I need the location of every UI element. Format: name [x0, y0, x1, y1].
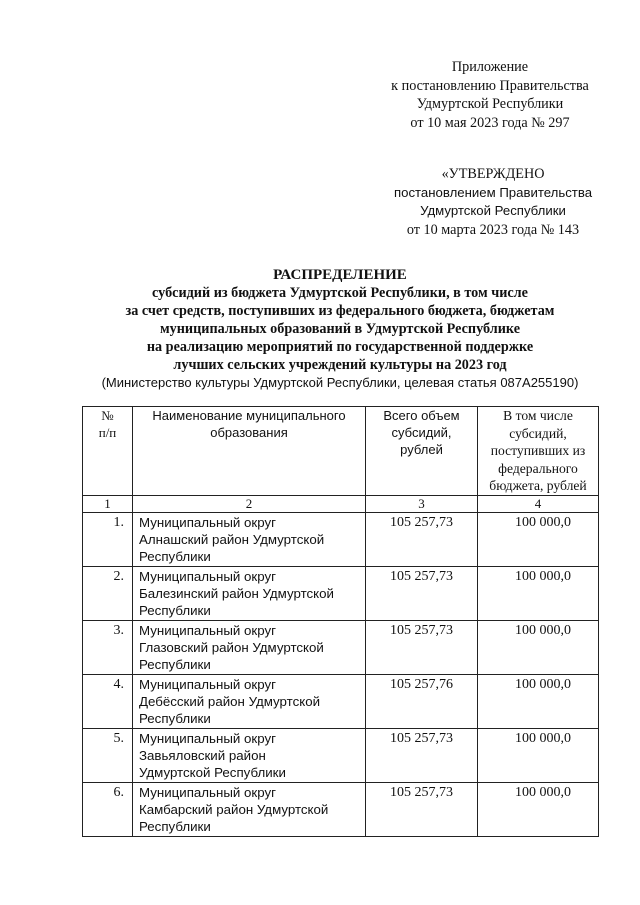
total-subsidy: 105 257,73: [366, 620, 478, 674]
table-row: [83, 782, 599, 836]
municipality-name: Муниципальный округ Завьяловский район Удмуртской Республики: [133, 728, 366, 782]
appendix-line: Удмуртской Республики: [416, 96, 564, 112]
total-subsidy: 105 257,76: [366, 674, 478, 728]
header-num: № п/п: [83, 407, 133, 496]
federal-subsidy: 100 000,0: [478, 620, 599, 674]
title-main: РАСПРЕДЕЛЕНИЕ: [273, 267, 407, 283]
federal-subsidy: 100 000,0: [478, 782, 599, 836]
table-row: [83, 512, 599, 566]
federal-subsidy: 100 000,0: [478, 512, 599, 566]
distribution-table: [82, 406, 599, 837]
appendix-block: [375, 58, 605, 132]
federal-subsidy: 100 000,0: [478, 728, 599, 782]
column-number: 1: [83, 495, 133, 512]
municipality-name: Муниципальный округ Алнашский район Удмуртской Республики: [133, 512, 366, 566]
table-row: [83, 728, 599, 782]
table-header-row: [83, 407, 599, 496]
total-subsidy: 105 257,73: [366, 566, 478, 620]
title-line: субсидий из бюджета Удмуртской Республики, в том числе: [152, 285, 528, 301]
municipality-name: Муниципальный округ Камбарский район Удмуртской Республики: [133, 782, 366, 836]
header-total: Всего объем субсидий, рублей: [366, 407, 478, 496]
column-number: 3: [366, 495, 478, 512]
title-line: муниципальных образований в Удмуртской Республике: [159, 321, 520, 337]
total-subsidy: 105 257,73: [366, 728, 478, 782]
document-title: [40, 266, 640, 392]
appendix-line: от 10 мая 2023 года № 297: [410, 114, 570, 131]
row-number: 1.: [83, 512, 133, 566]
row-number: 3.: [83, 620, 133, 674]
approval-block: [378, 165, 608, 239]
table-row: [83, 620, 599, 674]
column-numbers-row: [83, 495, 599, 512]
table-row: [83, 566, 599, 620]
approval-line: Удмуртской Республики: [420, 203, 566, 218]
approval-line: от 10 марта 2023 года № 143: [406, 221, 580, 238]
row-number: 6.: [83, 782, 133, 836]
column-number: 4: [478, 495, 599, 512]
title-line: на реализацию мероприятий по государственной поддержке: [146, 339, 534, 355]
municipality-name: Муниципальный округ Дебёсский район Удмуртской Республики: [133, 674, 366, 728]
total-subsidy: 105 257,73: [366, 512, 478, 566]
ministry-note: (Министерство культуры Удмуртской Республики, целевая статья 087А255190): [101, 375, 579, 390]
approval-line: постановлением Правительства: [393, 184, 593, 200]
title-line: лучших сельских учреждений культуры на 2023 год: [173, 357, 507, 373]
appendix-line: к постановлению Правительства: [391, 77, 589, 94]
federal-subsidy: 100 000,0: [478, 566, 599, 620]
row-number: 4.: [83, 674, 133, 728]
column-number: 2: [133, 495, 366, 512]
total-subsidy: 105 257,73: [366, 782, 478, 836]
header-name: Наименование муниципального образования: [133, 407, 366, 496]
header-federal: В том числе субсидий, поступивших из федерального бюджета, рублей: [478, 407, 599, 496]
table-row: [83, 674, 599, 728]
approval-line: «УТВЕРЖДЕНО: [441, 166, 545, 182]
row-number: 5.: [83, 728, 133, 782]
appendix-line: Приложение: [451, 59, 529, 75]
row-number: 2.: [83, 566, 133, 620]
title-line: за счет средств, поступивших из федерального бюджета, бюджетам: [125, 303, 555, 319]
municipality-name: Муниципальный округ Глазовский район Удмуртской Республики: [133, 620, 366, 674]
federal-subsidy: 100 000,0: [478, 674, 599, 728]
municipality-name: Муниципальный округ Балезинский район Удмуртской Республики: [133, 566, 366, 620]
